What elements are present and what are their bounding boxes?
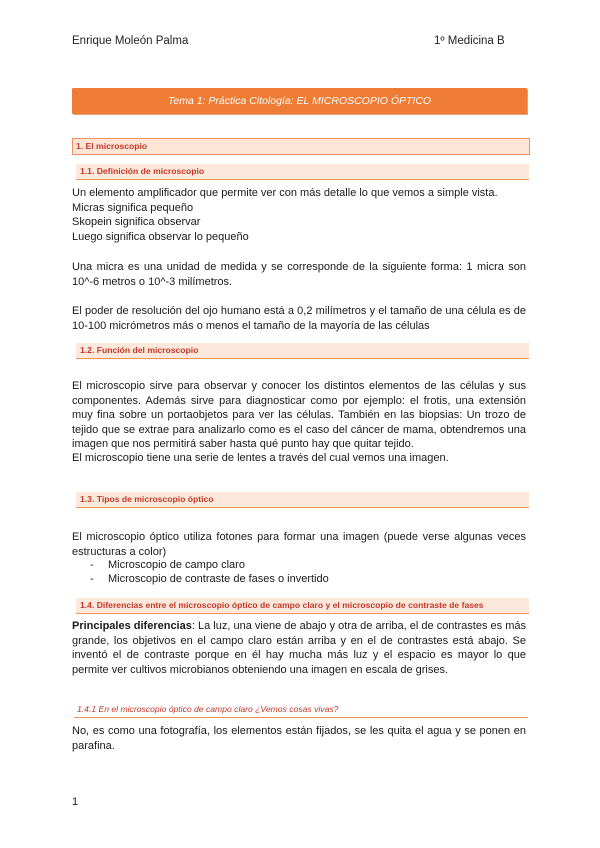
lenses-line: El microscopio tiene una serie de lentes a través del cual vemos una imagen. [72, 452, 449, 464]
micra-paragraph: Una micra es una unidad de medida y se corresponde de la siguiente forma: 1 micra son 10^-6 metros o 10^-3 milímetros. [72, 261, 526, 288]
section-heading-1: 1. El microscopio [72, 138, 530, 155]
document-title-banner [72, 88, 527, 114]
types-paragraph: El microscopio óptico utiliza fotones para formar una imagen (puede verse algunas veces estructuras a color) [72, 531, 526, 558]
header-course: 1º Medicina B [434, 35, 505, 47]
list-item-text: Microscopio de contraste de fases o invertido [108, 573, 329, 585]
differences-lead: Principales diferencias [72, 620, 192, 632]
subsection-heading-1-4: 1.4. Diferencias entre el microscopio óptico de campo claro y el microscopio de contraste de fases [76, 598, 529, 614]
living-things-paragraph: No, es como una fotografía, los elementos están fijados, se les quita el agua y se ponen en parafina. [72, 725, 526, 752]
resolution-paragraph: El poder de resolución del ojo humano está a 0,2 milímetros y el tamaño de una célula es de 10-100 micrómetros más o menos el tamaño de la mayoría de las células [72, 305, 526, 332]
function-paragraph: El microscopio sirve para observar y conocer los distintos elementos de las células y sus componentes. Además sirve para diagnosticar como por ejemplo: el frotis, una extensión muy fina sobre un portaobjetos para ver las células. También en las biopsias: Un trozo de tejido que se extrae para analizarlo como es el caso del cáncer de mama, obtendremos una imagen que nos permitirá saber hasta qué punto hay que quitar tejido. [72, 380, 526, 450]
page-number: 1 [72, 796, 79, 808]
subsection-heading-1-4-1: 1.4.1 En el microscopio óptico de campo claro ¿Vemos cosas vivas? [74, 702, 528, 718]
list-item-text: Microscopio de campo claro [108, 559, 245, 571]
subsection-heading-1-1: 1.1. Definición de microscopio [76, 164, 529, 180]
list-item: - Microscopio de contraste de fases o invertido [90, 573, 329, 585]
differences-text: : La luz, una viene de abajo y otra de arriba, el de contrastes es más grande, los objetivos en el campo claro están arriba y en el de contrastes está abajo. Se inventó el de contraste porque en él hay mucha más luz y el espacio es mayor lo que permite ver cultivos microbianos obteniendo una imagen en escala de grises. [72, 620, 526, 676]
document-title: Tema 1: Práctica Citología: EL MICROSCOPIO ÓPTICO [167, 95, 432, 107]
list-item: - Microscopio de campo claro [90, 559, 245, 571]
subsection-heading-1-3: 1.3. Tipos de microscopio óptico [76, 492, 529, 508]
definition-line-3: Skopein significa observar [72, 216, 201, 228]
definition-line-1: Un elemento amplificador que permite ver con más detalle lo que vemos a simple vista. [72, 187, 498, 199]
subsection-heading-1-2: 1.2. Función del microscopio [76, 343, 529, 359]
definition-line-2: Micras significa pequeño [72, 202, 194, 214]
differences-paragraph [72, 619, 526, 677]
definition-line-4: Luego significa observar lo pequeño [72, 231, 249, 243]
header-author: Enrique Moleón Palma [72, 35, 189, 47]
